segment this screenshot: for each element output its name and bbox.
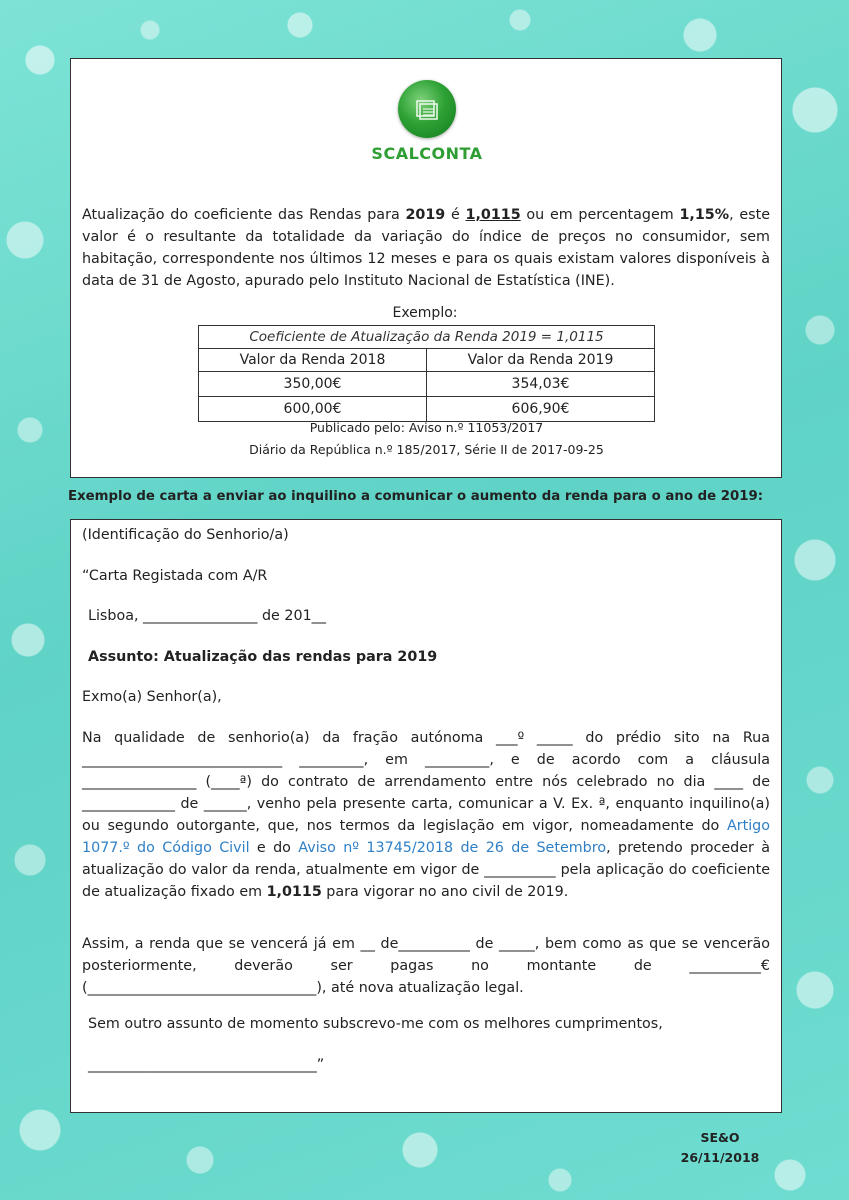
cell-rent-2018: 350,00€ — [199, 372, 427, 397]
col-header-2019: Valor da Renda 2019 — [426, 349, 654, 372]
scalconta-logo — [367, 80, 487, 172]
footer-date: 26/11/2018 — [680, 1150, 760, 1165]
civil-code-link[interactable]: Artigo 1077.º do Código Civil — [82, 818, 770, 856]
table-row — [199, 372, 655, 397]
place-date-line: Lisboa, ________________ de 201__ — [88, 608, 326, 624]
aviso-link[interactable]: Aviso nº 13745/2018 de 26 de Setembro — [298, 840, 607, 856]
example-title: Exemplo: — [392, 305, 458, 321]
salutation: Exmo(a) Senhor(a), — [82, 689, 222, 705]
cell-rent-2019: 354,03€ — [426, 372, 654, 397]
letter-body: Na qualidade de senhorio(a) da fração autónoma ___º _____ do prédio sito na Rua ____________________________ _________, em _________, e de acordo com a cláusula ________________ (____ª) do contrato de arrendamento entre nós celebrado no dia ____ de _____________ de ______, venho pela presente carta, comunicar a V. Ex. ª, enquanto inquilino(a) ou segundo outorgante, que, nos termos da legislação em vigor, nomeadamente do Artigo 1077.º do Código Civil e do Aviso nº 13745/2018 de 26 de Setembro, pretendo proceder à atualização do valor da renda, atualmente em vigor de __________ pela aplicação do coeficiente de atualização fixado em 1,0115 para vigorar no ano civil de 2019. — [82, 730, 770, 900]
table-row — [199, 397, 655, 422]
example-table — [198, 325, 655, 422]
cell-rent-2018: 600,00€ — [199, 397, 427, 422]
publication-note: Publicado pelo: Aviso n.º 11053/2017 — [309, 420, 544, 435]
landlord-identification: (Identificação do Senhorio/a) — [82, 527, 289, 543]
registered-letter-line: “Carta Registada com A/R — [82, 568, 268, 584]
logo-text: SCALCONTA — [371, 144, 483, 163]
coefficient-row: Coeficiente de Atualização da Renda 2019 = 1,0115 — [199, 326, 655, 349]
footer-initials: SE&O — [700, 1130, 740, 1145]
closing-line: Sem outro assunto de momento subscrevo-me com os melhores cumprimentos, — [88, 1016, 663, 1032]
intro-paragraph: Atualização do coeficiente das Rendas para 2019 é 1,0115 ou em percentagem 1,15%, este valor é o resultante da totalidade da variação do índice de preços no consumidor, sem habitação, correspondente nos últimos 12 meses e para os quais existam valores disponíveis à data de 31 de Agosto, apurado pelo Instituto Nacional de Estatística (INE). — [82, 207, 770, 289]
subject-line: Assunto: Atualização das rendas para 2019 — [88, 649, 438, 665]
col-header-2018: Valor da Renda 2018 — [199, 349, 427, 372]
letter-heading: Exemplo de carta a enviar ao inquilino a comunicar o aumento da renda para o ano de 2019: — [68, 489, 764, 504]
logo-emblem-icon — [398, 80, 456, 138]
cell-rent-2019: 606,90€ — [426, 397, 654, 422]
signature-line: ________________________________” — [88, 1057, 325, 1073]
publication-source: Diário da República n.º 185/2017, Série II de 2017-09-25 — [249, 442, 604, 457]
payment-paragraph: Assim, a renda que se vencerá já em __ de__________ de _____, bem como as que se vencerão posteriormente, deverão ser pagas no montante de __________€ (________________________________), até nova atualização legal. — [82, 936, 770, 996]
